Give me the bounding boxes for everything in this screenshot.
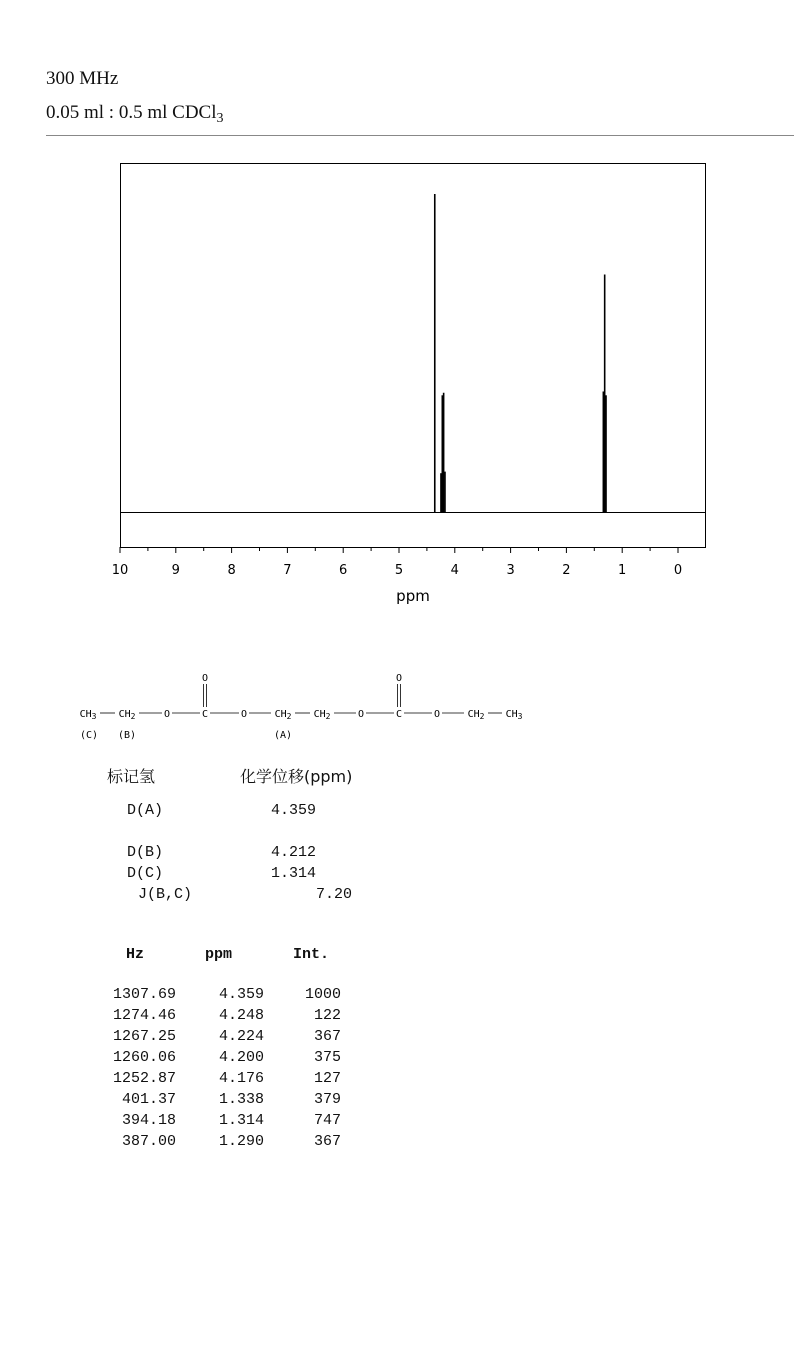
spectrum-peaks <box>435 194 606 512</box>
carbonyl-group-1 <box>202 673 208 707</box>
peak-table-cell: 1274.46 <box>112 1007 176 1024</box>
x-tick-label: 6 <box>339 563 348 578</box>
structure-atom: $CH_2$ <box>274 709 292 721</box>
peak-table-cell: 1252.87 <box>112 1070 176 1087</box>
peak-table-cell: 367 <box>313 1133 341 1150</box>
peak-table-cell: 387.00 <box>121 1133 176 1150</box>
structure-atom: $CH_3$ <box>505 709 523 721</box>
solvent-text: 0.05 ml : 0.5 ml CDCl <box>46 102 217 123</box>
peak-table-cell: 4.200 <box>218 1049 264 1066</box>
sample-solvent <box>46 102 224 124</box>
peak-table-cell: 1000 <box>304 986 341 1003</box>
x-tick-label: 7 <box>283 563 292 578</box>
peak-table-cell: 1.290 <box>218 1133 264 1150</box>
carbonyl-oxygen-2: O <box>395 673 403 684</box>
structure-chain <box>80 709 523 721</box>
peak-table-cell: 1307.69 <box>112 986 176 1003</box>
peak-table-cell: 4.359 <box>218 986 264 1003</box>
x-tick-label: 2 <box>562 563 571 578</box>
structure-atom: $CH_2$ <box>313 709 331 721</box>
structure-atom: C <box>201 709 209 720</box>
assignment-label: J(B,C) <box>138 886 193 903</box>
peak-table-cell: 4.224 <box>218 1028 264 1045</box>
nmr-spectrum-chart <box>0 150 794 620</box>
x-tick-label: 1 <box>618 563 627 578</box>
structure-atom: O <box>357 709 365 720</box>
peak-table-cell: 747 <box>313 1112 341 1129</box>
x-tick-label: 3 <box>506 563 515 578</box>
peak-table-header: Hz <box>125 946 144 963</box>
assignment-value: 4.212 <box>271 844 317 861</box>
carbonyl-oxygen-1: O <box>201 673 209 684</box>
assignment-value: 1.314 <box>271 865 317 882</box>
peak-table-cell: 4.176 <box>218 1070 264 1087</box>
peak-table-header: ppm <box>204 946 232 963</box>
x-tick-label: 9 <box>171 563 180 578</box>
structure-atom: C <box>395 709 403 720</box>
peak-table-cell: 375 <box>313 1049 341 1066</box>
label-c: (C) <box>79 730 99 740</box>
x-tick-label: 0 <box>673 563 683 578</box>
peak-table-cell: 127 <box>313 1070 341 1087</box>
peak-table-cell: 367 <box>313 1028 341 1045</box>
peak-table-cell: 1267.25 <box>112 1028 176 1045</box>
x-tick-label: 5 <box>394 563 404 578</box>
structure-atom: O <box>240 709 248 720</box>
solvent-subscript: 3 <box>216 111 224 126</box>
structure-atom: $CH_2$ <box>118 709 136 721</box>
carbonyl-group-2 <box>396 673 402 707</box>
x-axis-ticks <box>120 547 678 553</box>
structure-atom: O <box>163 709 171 720</box>
peak-table-cell: 4.248 <box>218 1007 264 1024</box>
assignment-value: 7.20 <box>316 886 353 903</box>
spectrometer-frequency: 300 MHz <box>46 68 119 89</box>
header-divider <box>46 135 794 136</box>
assignment-label: D(B) <box>127 844 164 861</box>
structure-atom: $CH_3$ <box>79 709 97 721</box>
peak-table-cell: 1.338 <box>218 1091 264 1108</box>
peak-table-cell: 394.18 <box>121 1112 176 1129</box>
x-tick-label: 4 <box>450 563 459 578</box>
x-tick-label: 10 <box>111 563 129 578</box>
structure-atom: $CH_2$ <box>467 709 485 721</box>
x-axis-tick-labels <box>112 563 682 578</box>
x-axis-label: ppm <box>396 587 430 605</box>
peak-table-cell: 1.314 <box>218 1112 264 1129</box>
label-a: (A) <box>273 730 293 740</box>
assignment-label: D(C) <box>127 865 164 882</box>
assignment-label-header: 标记氢 <box>107 767 156 786</box>
peak-table-cell: 1260.06 <box>112 1049 176 1066</box>
x-tick-label: 8 <box>227 563 236 578</box>
peak-table-header: Int. <box>292 946 329 963</box>
structure-atom: O <box>433 709 441 720</box>
assignment-value: 4.359 <box>271 802 317 819</box>
plot-frame <box>121 164 706 548</box>
peak-table-cell: 122 <box>313 1007 341 1024</box>
label-b: (B) <box>117 730 137 740</box>
molecule-structure <box>70 668 540 740</box>
peak-table-cell: 401.37 <box>121 1091 176 1108</box>
peak-table-cell: 379 <box>313 1091 341 1108</box>
assignment-label: D(A) <box>127 802 164 819</box>
assignment-shift-header: 化学位移(ppm) <box>240 767 353 786</box>
